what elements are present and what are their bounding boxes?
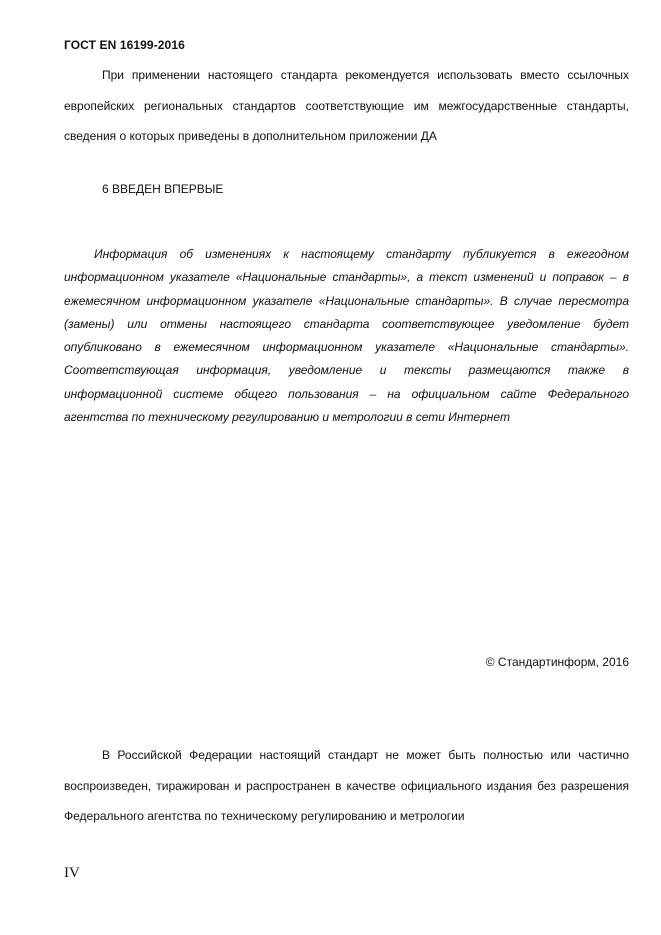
page-number: IV bbox=[64, 865, 80, 881]
copyright-line: © Стандартинформ, 2016 bbox=[485, 655, 629, 669]
standard-code-header: ГОСТ EN 16199-2016 bbox=[64, 38, 185, 52]
rights-notice-text: В Российской Федерации настоящий стандарт не может быть полностью или частично воспроизведен, тиражирован и распространен в качестве официального издания без разрешения Федерального агентства по техническому регулированию и метрологии bbox=[64, 748, 629, 823]
usage-paragraph-text: При применении настоящего стандарта рекомендуется использовать вместо ссылочных европейских региональных стандартов соответствующие им межгосударственные стандарты, сведения о которых приведены в дополнительном приложении ДА bbox=[64, 68, 629, 143]
info-notice-text: Информация об изменениях к настоящему стандарту публикуется в ежегодном информационном указателе «Национальные стандарты», а текст изменений и поправок – в ежемесячном информационном указателе «Национальные стандарты». В случае пересмотра (замены) или отмены настоящего стандарта соответствующее уведомление будет опубликовано в ежемесячном информационном указателе «Национальные стандарты». Соответствующая информация, уведомление и тексты размещаются также в информационной системе общего пользования – на официальном сайте Федерального агентства по техническому регулированию и метрологии в сети Интернет bbox=[64, 247, 629, 425]
introduced-paragraph bbox=[64, 182, 629, 196]
rights-notice bbox=[64, 740, 629, 832]
introduced-paragraph-text: 6 ВВЕДЕН ВПЕРВЫЕ bbox=[102, 182, 224, 196]
info-notice bbox=[64, 243, 629, 429]
usage-paragraph bbox=[64, 60, 629, 152]
